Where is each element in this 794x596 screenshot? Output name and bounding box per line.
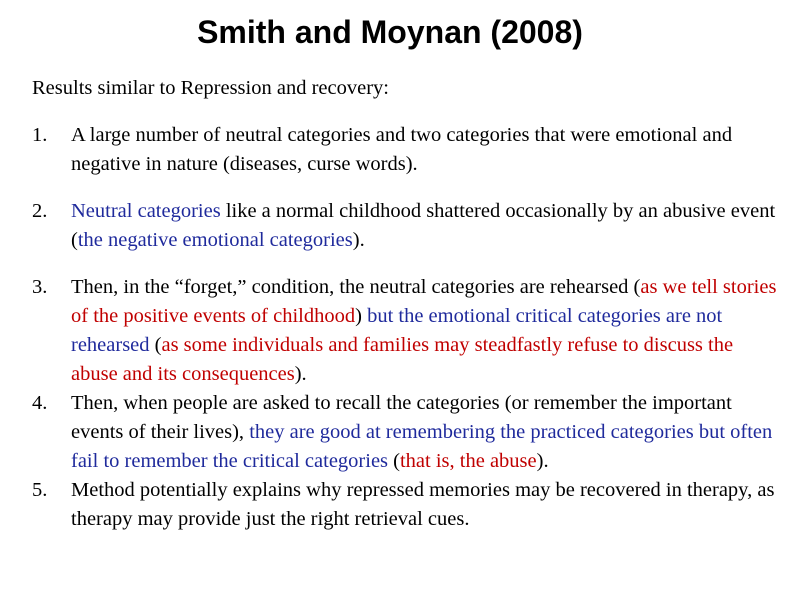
- list-item-5: [32, 476, 782, 534]
- list-item-2: [32, 197, 782, 255]
- item-text: A large number of neutral categories and two categories that were emotional and negative in nature (diseases, curse words).: [71, 124, 733, 175]
- item-text-highlight: the negative emotional categories: [77, 229, 353, 251]
- item-text-highlight-red: as we tell stories of the positive events of childhood: [71, 276, 777, 327]
- item-text: ).: [536, 450, 549, 472]
- slide-body: [32, 74, 782, 534]
- item-text: (: [149, 334, 162, 356]
- item-text: Then, when people are asked to recall the categories (or remember the important events of their lives),: [71, 392, 732, 443]
- item-text: ).: [352, 229, 365, 251]
- item-text: ).: [294, 363, 307, 385]
- results-list: [32, 121, 782, 534]
- item-text-highlight: they are good at remembering the practiced categories but often fail to remember the critical categories: [71, 421, 773, 472]
- item-text: ): [355, 305, 368, 327]
- item-text-highlight: but the emotional critical categories are not rehearsed: [71, 305, 723, 356]
- item-text: Then, in the “forget,” condition, the neutral categories are rehearsed (: [71, 276, 641, 298]
- item-text: like a normal childhood shattered occasionally by an abusive event (: [71, 200, 776, 251]
- list-item-3: [32, 273, 782, 389]
- item-number: 3.: [32, 276, 48, 298]
- list-item-1: [32, 121, 782, 179]
- item-number: 1.: [32, 124, 48, 146]
- item-text: Method potentially explains why repressed memories may be recovered in therapy, as therapy may provide just the right retrieval cues.: [71, 479, 775, 530]
- list-item-4: [32, 389, 782, 476]
- item-number: 5.: [32, 479, 48, 501]
- item-number: 2.: [32, 200, 48, 222]
- item-number: 4.: [32, 392, 48, 414]
- item-text-highlight: Neutral categories: [71, 200, 221, 222]
- item-text-highlight-red: that is, the abuse: [399, 450, 537, 472]
- item-text: (: [388, 450, 400, 472]
- item-text-highlight-red: as some individuals and families may steadfastly refuse to discuss the abuse and its consequences: [71, 334, 734, 385]
- intro-text: Results similar to Repression and recovery:: [32, 77, 389, 99]
- slide-title: Smith and Moynan (2008): [197, 14, 583, 50]
